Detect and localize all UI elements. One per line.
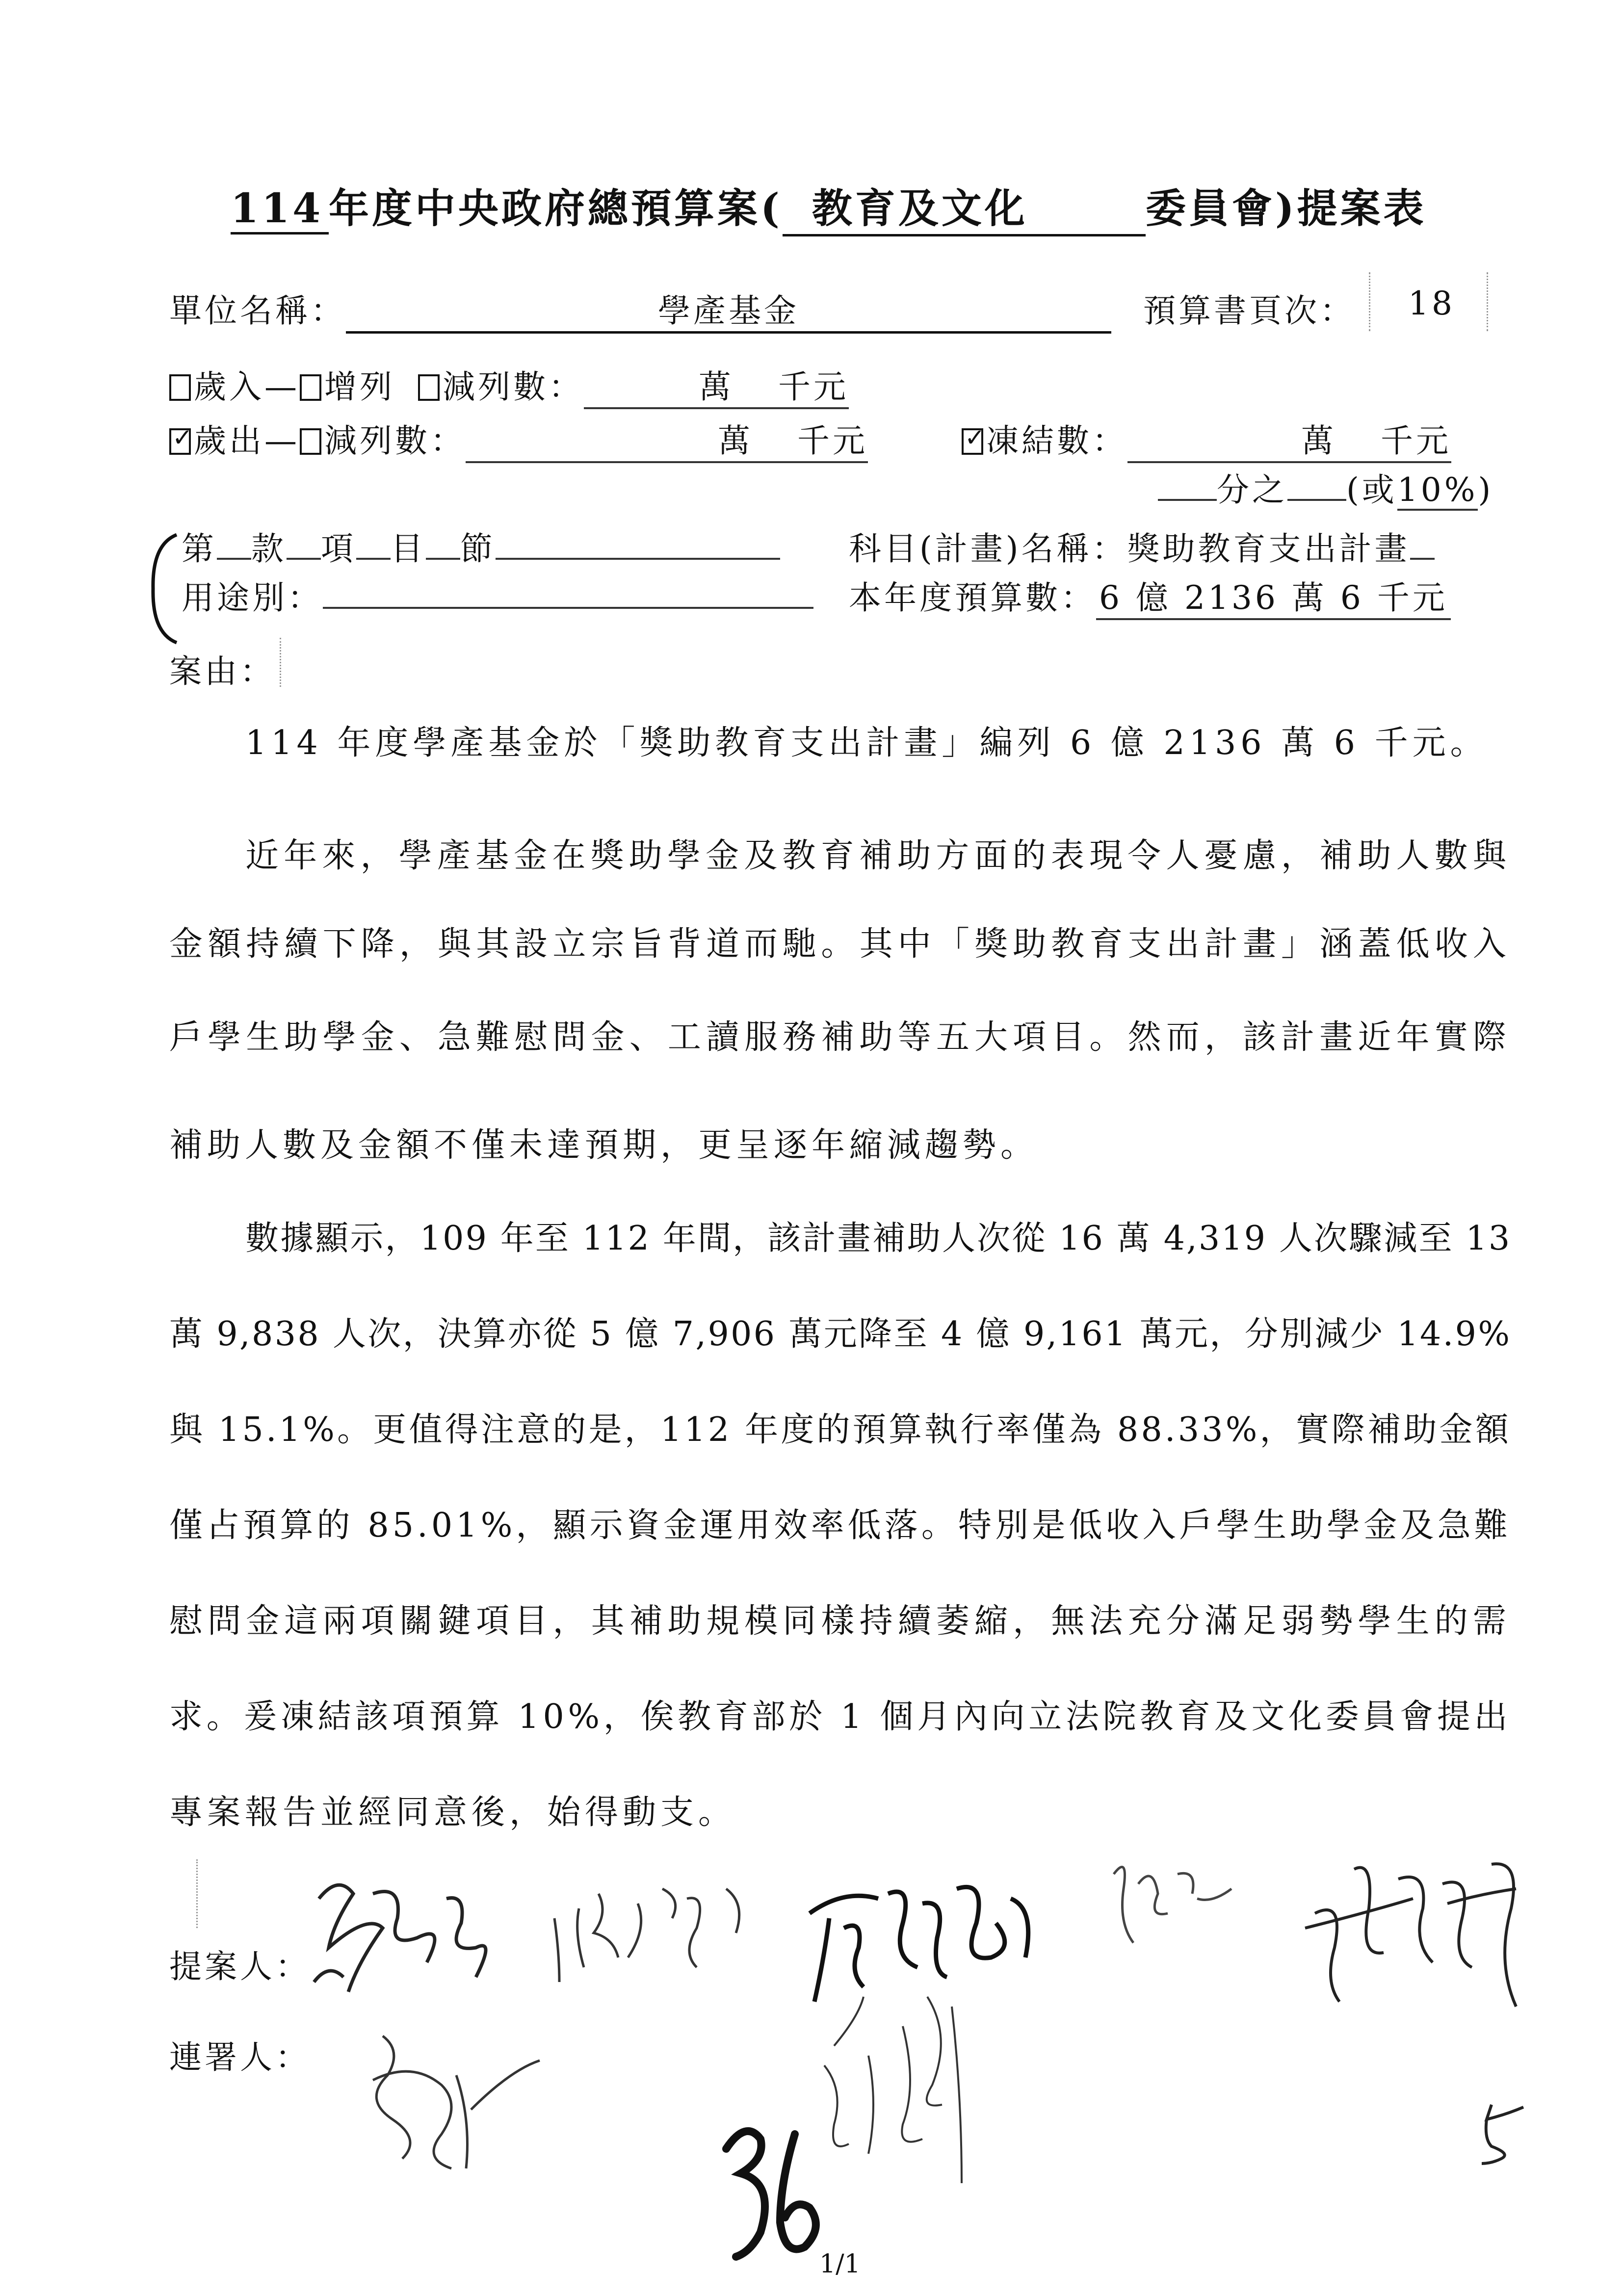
expenditure-amount-field[interactable] <box>466 415 868 463</box>
reason-line: 補助人數及金額不僅未達預期，更呈逐年縮減趨勢。 <box>169 1126 1039 1165</box>
revenue-checkbox[interactable] <box>169 374 191 401</box>
fraction-close: ) <box>1478 471 1494 509</box>
kuan-label: 款 <box>251 530 287 568</box>
wan-unit: 萬 <box>1301 422 1336 460</box>
reason-line: 數據顯示，109 年至 112 年間，該計畫補助人次從 16 萬 4,319 人次驟減至 13 <box>245 1219 1512 1258</box>
reason-line: 與 15.1%。更值得注意的是，112 年度的預算執行率僅為 88.33%，實際補助金額 <box>169 1410 1511 1449</box>
signature-proposer-2 <box>540 1859 760 1987</box>
page-value: 18 <box>1408 285 1455 322</box>
title-middle: 年度中央政府總預算案( <box>329 185 783 232</box>
xiang-field[interactable] <box>287 558 321 560</box>
page-number: 1/1 <box>819 2249 861 2279</box>
title-committee: 教育及文化 <box>783 177 1146 236</box>
fraction-row <box>1158 464 1493 511</box>
subject-tail <box>1410 558 1435 560</box>
reason-line: 求。爰凍結該項預算 10%，俟教育部於 1 個月內向立法院教育及文化委員會提出 <box>169 1697 1512 1736</box>
expenditure-checkbox[interactable] <box>169 428 191 455</box>
reason-line: 戶學生助學金、急難慰問金、工讀服務補助等五大項目。然而，該計畫近年實際 <box>169 1018 1512 1057</box>
reason-line: 近年來，學產基金在獎助學金及教育補助方面的表現令人憂慮，補助人數與 <box>245 836 1512 875</box>
divider <box>1369 272 1370 331</box>
usage-field[interactable] <box>323 607 813 609</box>
kuan-field[interactable] <box>217 558 251 560</box>
fraction-numerator-field[interactable] <box>1287 499 1346 501</box>
reason-line: 萬 9,838 人次，決算亦從 5 億 7,906 萬元降至 4 億 9,161 萬元，分別減少 14.9% <box>169 1315 1512 1354</box>
fraction-or: (或 <box>1346 471 1397 509</box>
subject-row <box>849 522 1435 569</box>
budget-row <box>849 572 1451 620</box>
di-label: 第 <box>182 530 217 568</box>
revenue-amount-field[interactable] <box>584 361 849 409</box>
title-end: 委員會)提案表 <box>1145 185 1427 232</box>
classification-extra-field[interactable] <box>496 558 780 560</box>
unit-value: 學產基金 <box>346 285 1111 334</box>
page-label: 預算書頁次： <box>1143 292 1355 330</box>
revenue-decrease-label: 減列數： <box>442 368 584 406</box>
qian-yuan-unit: 千元 <box>797 422 868 460</box>
expenditure-row <box>169 415 868 463</box>
budget-value: 6 億 2136 萬 6 千元 <box>1096 572 1451 620</box>
freeze-checkbox[interactable] <box>962 428 983 455</box>
signature-cosigner-1 <box>343 2021 579 2183</box>
mu-field[interactable] <box>356 558 391 560</box>
title-year: 114 <box>231 185 329 235</box>
proposer-label: 提案人： <box>169 1948 311 1985</box>
usage-row <box>182 572 813 618</box>
increase-label: 增列 <box>324 368 395 406</box>
expenditure-decrease-label: 減列數： <box>324 422 466 460</box>
divider <box>196 1859 198 1928</box>
budget-label: 本年度預算數： <box>849 579 1096 617</box>
revenue-row <box>169 361 849 409</box>
freeze-amount-field[interactable] <box>1127 415 1451 463</box>
page-ref <box>1143 285 1355 331</box>
xiang-label: 項 <box>321 530 356 568</box>
classification-row <box>182 522 780 569</box>
expenditure-label: 歲出— <box>194 422 300 460</box>
jie-field[interactable] <box>426 558 460 560</box>
increase-checkbox[interactable] <box>300 374 321 401</box>
fraction-denominator-field[interactable] <box>1158 499 1217 501</box>
wan-unit: 萬 <box>718 422 753 460</box>
qian-yuan-unit: 千元 <box>1381 422 1451 460</box>
fraction-percent: 10% <box>1397 471 1478 511</box>
unit-row <box>169 285 1111 334</box>
signature-proposer-4 <box>1099 1845 1246 1953</box>
jie-label: 節 <box>460 530 496 568</box>
revenue-decrease-checkbox[interactable] <box>418 374 440 401</box>
reason-line: 金額持續下降，與其設立宗旨背道而馳。其中「獎助教育支出計畫」涵蓋低收入 <box>169 925 1512 964</box>
handwritten-number-36 <box>707 2110 854 2271</box>
signature-proposer-1 <box>299 1864 505 2011</box>
qian-yuan-unit: 千元 <box>778 368 849 406</box>
fraction-label: 分之 <box>1217 471 1287 509</box>
reason-line: 慰問金這兩項關鍵項目，其補助規模同樣持續萎縮，無法充分滿足弱勢學生的需 <box>169 1602 1512 1641</box>
freeze-row <box>962 415 1451 463</box>
form-title <box>231 177 1427 236</box>
cosigner-label: 連署人： <box>169 2038 311 2076</box>
reason-line: 專案報告並經同意後，始得動支。 <box>169 1793 736 1832</box>
usage-label: 用途別： <box>182 579 323 617</box>
divider <box>280 638 281 687</box>
reason-line: 僅占預算的 85.01%，顯示資金運用效率低落。特別是低收入戶學生助學金及急難 <box>169 1506 1511 1545</box>
subject-value: 獎助教育支出計畫 <box>1127 530 1410 568</box>
expenditure-decrease-checkbox[interactable] <box>300 428 321 455</box>
mu-label: 目 <box>391 530 426 568</box>
reason-label: 案由： <box>169 652 275 690</box>
divider <box>1487 272 1488 331</box>
handwritten-mark-5 <box>1472 2100 1541 2178</box>
freeze-label: 凍結數： <box>986 422 1127 460</box>
wan-unit: 萬 <box>698 368 734 406</box>
bracket-icon <box>147 530 186 648</box>
signature-proposer-5 <box>1285 1840 1560 2011</box>
subject-label: 科目(計畫)名稱： <box>849 530 1127 568</box>
unit-label: 單位名稱： <box>169 292 346 330</box>
reason-line: 114 年度學產基金於「獎助教育支出計畫」編列 6 億 2136 萬 6 千元。 <box>245 724 1488 762</box>
revenue-label: 歲入— <box>194 368 300 406</box>
